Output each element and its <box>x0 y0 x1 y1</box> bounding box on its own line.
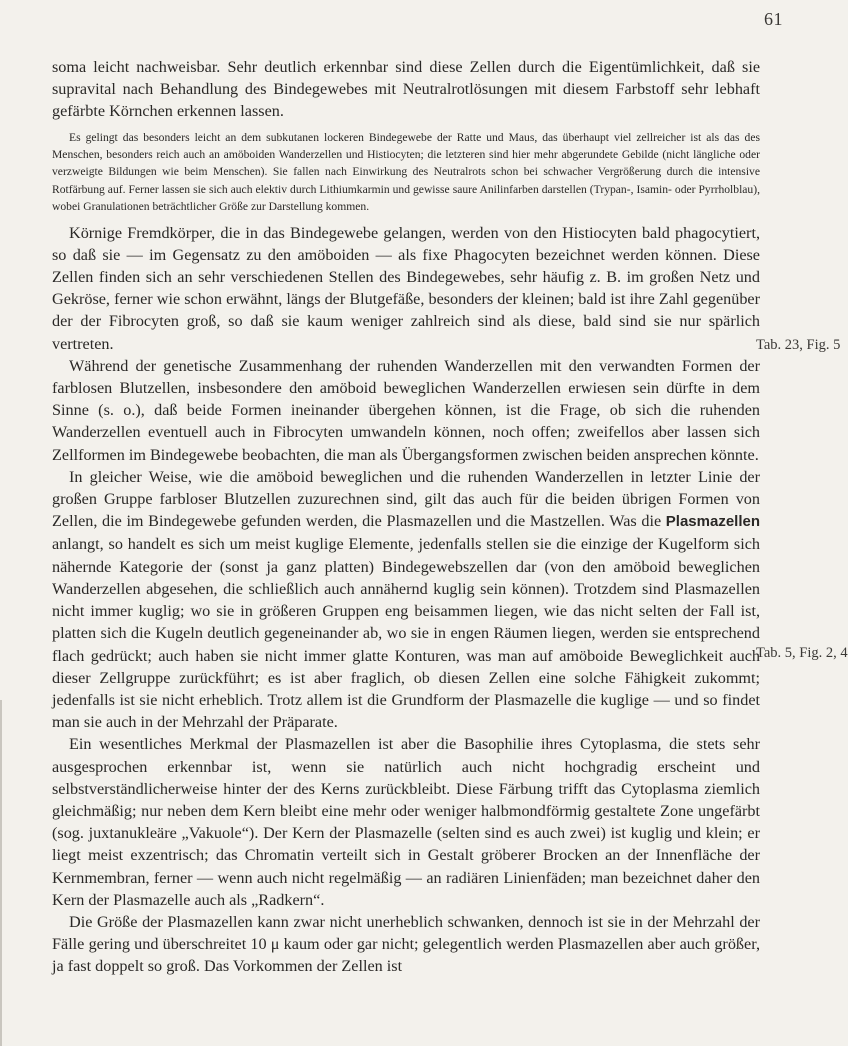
paragraph-text: In gleicher Weise, wie die amöboid beweglichen und die ruhenden Wanderzellen in letzter Linie der großen Gruppe farbloser Blutzellen zuzurechnen sind, gilt das auch für die beiden übrigen Formen von Zellen, die im Bindegewebe gefunden werden, die Plasmazellen und die Mastzellen. Was die <box>52 467 760 531</box>
paragraph: Ein wesentliches Merkmal der Plasmazellen ist aber die Basophilie ihres Cytoplasma, die stets sehr ausgesprochen erkennbar ist, wenn sie natürlich auch nicht hochgradig erscheint und selbstverständlicherweise hinter der des Kerns zurückbleibt. Diese Färbung trifft das Cytoplasma ziemlich gleichmäßig; nur neben dem Kern bleibt eine mehr oder weniger halbmondförmig gestaltete Zone ungefärbt (sog. juxtanukleäre „Vakuole“). Der Kern der Plasmazelle (selten sind es auch zwei) ist kuglig und klein; er liegt meist exzentrisch; das Chromatin verteilt sich in Gestalt gröberer Brocken an der Innenfläche der Kernmembran, ferner — wenn auch nicht regelmäßig — an radiären Linienfäden; man bezeichnet daher den Kern der Plasmazelle auch als „Radkern“. <box>52 735 760 909</box>
small-print-text: Es gelingt das besonders leicht an dem subkutanen lockeren Bindegewebe der Ratte und Maus, das überhaupt viel zellreicher ist als das des Menschen, besonders reich auch an amöboiden Wanderzellen und Histiocyten; die letzteren sind hier mehr abgerundete Gebilde (nicht längliche oder verzweigte Bildungen wie beim Menschen). Sie fallen nach Einwirkung des Neutralrots schon bei schwacher Vergrößerung durch die intensive Rotfärbung auf. Ferner lassen sie sich auch elektiv durch Lithiumkarmin und gewisse saure Anilinfarben darstellen (Trypan-, Isamin- oder Pyrrholblau), wobei Granulationen beträchtlicher Größe zur Darstellung kommen. <box>52 130 760 214</box>
paragraph: Die Größe der Plasmazellen kann zwar nicht unerheblich schwanken, dennoch ist sie in der Mehrzahl der Fälle gering und überschreitet 10 μ kaum oder gar nicht; gelegentlich werden Plasmazellen aber auch größer, ja fast doppelt so groß. Das Vorkommen der Zellen ist <box>52 912 760 976</box>
paragraph: Während der genetische Zusammenhang der ruhenden Wanderzellen mit den verwandten Formen der farblosen Blutzellen, insbesondere den amöboid beweglichen Wanderzellen erwiesen sein dürfte in dem Sinne (s. o.), daß beide Formen ineinander übergehen können, ist die Frage, ob sich die ruhenden Wanderzellen eventuell auch in Fibrocyten umwandeln können, noch offen; zweifellos aber lassen sich Zellformen im Bindegewebe beobachten, die man als Übergangsformen zwischen beiden ansprechen könnte. <box>52 356 760 464</box>
paragraph-text: anlangt, so handelt es sich um meist kuglige Elemente, jedenfalls stellen sie die einzige der Kugelform sich nähernde Kategorie der (sonst ja ganz platten) Bindegewebszellen dar (von den amöboid beweglichen Wanderzellen abgesehen, die schließlich auch annähernd kuglig sein können). Trotzdem sind Plasmazellen nicht immer kuglig; wo sie in größeren Gruppen eng beisammen liegen, wie das nicht selten der Fall ist, platten sich die Kugeln deutlich gegeneinander ab, wo sie in engen Räumen liegen, werden sie entsprechend flach gedrückt; auch haben sie nicht immer glatte Konturen, was man auf amöboide Beweglichkeit auch dieser Zellgruppe zurückführt; es ist aber fraglich, ob diesen Zellen eine solche Fähigkeit zukommt; jedenfalls ist sie nicht erheblich. Trotz allem ist die Grundform der Plasmazelle die kuglige — und so findet man sie auch in der Mehrzahl der Präparate. <box>52 535 760 732</box>
paragraph: Körnige Fremdkörper, die in das Bindegewebe gelangen, werden von den Histiocyten bald phagocytiert, so daß sie — im Gegensatz zu den amöboiden — als fixe Phagocyten bezeichnet werden können. Diese Zellen finden sich an sehr verschiedenen Stellen des Bindegewebes, sehr häufig z. B. im großen Netz und Gekröse, ferner wie schon erwähnt, längs der Blutgefäße, besonders der kleinen; bald ist ihre Zahl gegenüber der der Fibrocyten groß, so daß sie kaum weniger zahlreich sind als diese, bald sind sie nur spärlich vertreten. <box>52 223 760 353</box>
main-text <box>52 56 760 978</box>
small-print-note <box>52 129 760 216</box>
binding-edge <box>0 700 2 1046</box>
paragraph: soma leicht nachweisbar. Sehr deutlich erkennbar sind diese Zellen durch die Eigentümlichkeit, daß sie supravital nach Behandlung des Bindegewebes mit Neutralrotlösungen mit diesem Farbstoff sehr lebhaft gefärbte Körnchen erkennen lassen. <box>52 58 760 121</box>
margin-note-figure-reference: Tab. 23, Fig. 5 <box>756 337 841 353</box>
page-number: 61 <box>764 9 783 29</box>
key-term: Plasmazellen <box>665 513 760 531</box>
margin-note-figure-reference: Tab. 5, Fig. 2, 4 <box>756 645 848 661</box>
paragraph <box>52 466 760 733</box>
